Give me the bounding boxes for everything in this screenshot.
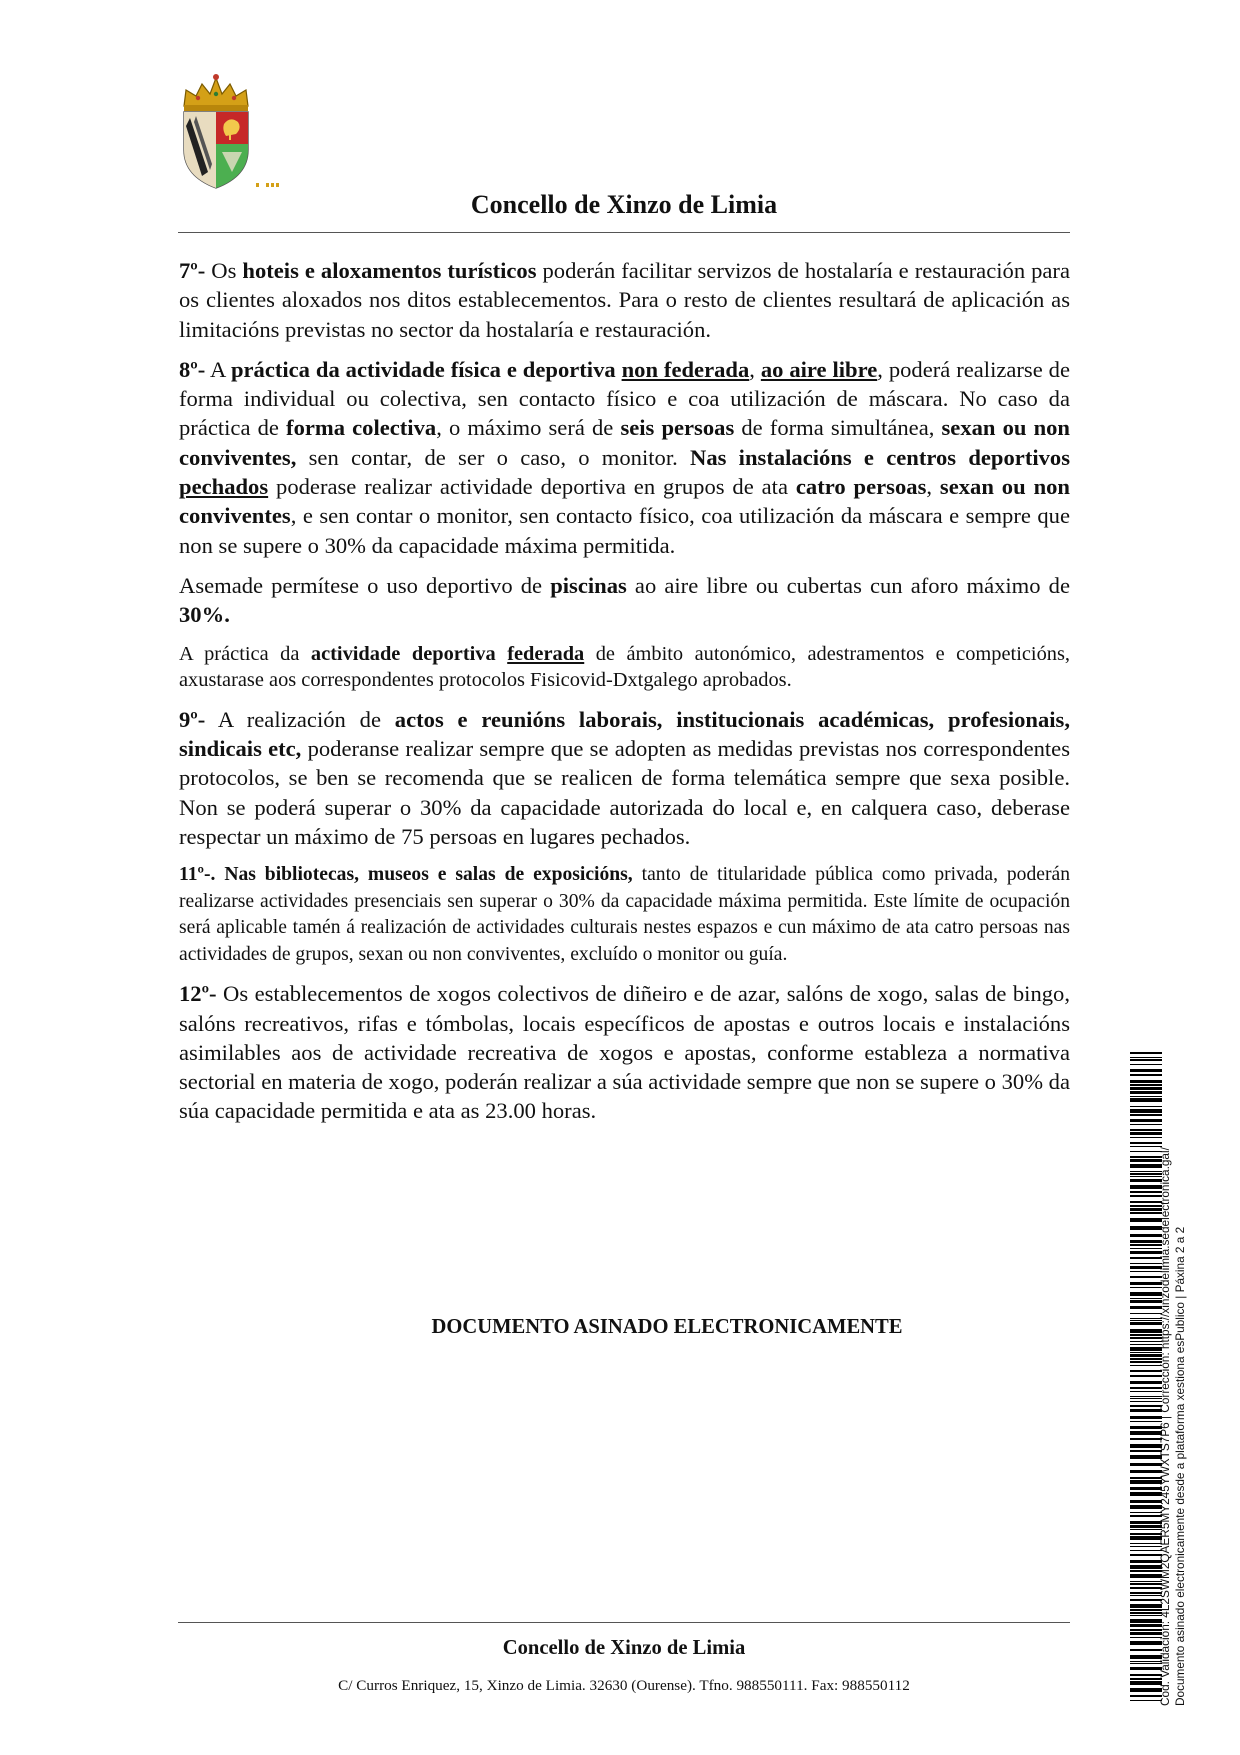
paragraph-7: 7º- Os hoteis e aloxamentos turísticos poderán facilitar servizos de hostalaría e restauración para os clientes aloxados nos ditos establecementos. Para o resto de clientes resultará de aplicación as limitacións previstas no sector da hostalaría e restauración. xyxy=(179,258,1070,342)
paragraph-federated: A práctica da actividade deportiva federada de ámbito autonómico, adestramentos e competicións, axustarase aos correspondentes protocolos Fisicovid-Dxtgalego aprobados. xyxy=(179,642,1071,692)
header-divider xyxy=(178,232,1070,233)
footer-address: C/ Curros Enriquez, 15, Xinzo de Limia. 32630 (Ourense). Tfno. 988550111. Fax: 988550112 xyxy=(338,1677,910,1694)
document-body xyxy=(179,256,1070,1137)
paragraph-8: 8º- A práctica da actividade física e deportiva non federada, ao aire libre, poderá realizarse de forma individual ou colectiva, sen contacto físico e coa utilización de máscara. No caso da práctica de forma colectiva, o máximo será de seis persoas de forma simultánea, sexan ou non conviventes, sen contar, de ser o caso, o monitor. Nas instalacións e centros deportivos pechados poderase realizar actividade deportiva en grupos de ata catro persoas, sexan ou non conviventes, e sen contar o monitor, sen contacto físico, coa utilización da máscara e sempre que non se supere o 30% da capacidade máxima permitida. xyxy=(179,356,1071,558)
footer-title: Concello de Xinzo de Limia xyxy=(502,1637,746,1659)
validation-code-line: Cod. Validación: 4L2SWM2QAER5MY245YWXTS7P6 | Corrección: https://xinzodelimia.sedelectronica.gal/ xyxy=(1158,1147,1172,1706)
paragraph-9: 9º- A realización de actos e reunións laborais, institucionais académicas, profesionais, sindicais etc, poderanse realizar sempre que se adopten as medidas previstas nos correspondentes protocolos, se ben se recomenda que se realicen de forma telemática sempre que sexa posible. Non se poderá superar o 30% da capacidade autorizada do local e, en calquera caso, deberase respectar un máximo de 75 persoas en lugares pechados. xyxy=(179,706,1070,849)
header-title: Concello de Xinzo de Limia xyxy=(470,190,778,219)
validation-platform-line: Documento asinado electronicamente desde a plataforma xestiona esPublico | Páxina 2 a 2 xyxy=(1173,1226,1187,1706)
coat-of-arms-logo xyxy=(176,72,256,192)
signature-note: DOCUMENTO ASINADO ELECTRONICAMENTE xyxy=(431,1316,903,1338)
footer-divider xyxy=(178,1622,1070,1623)
paragraph-pools: Asemade permítese o uso deportivo de piscinas ao aire libre ou cubertas cun aforo máximo de 30%. xyxy=(179,572,1070,628)
logo-ornament xyxy=(256,180,286,188)
paragraph-11: 11º-. Nas bibliotecas, museos e salas de exposicións, tanto de titularidade pública como privada, poderán realizarse actividades presenciais sen superar o 30% da capacidade máxima permitida. Este límite de ocupación será aplicable tamén á realización de actividades culturais nestes espazos e cun máximo de ata catro persoas nas actividades de grupos, sexan ou non conviventes, excluído o monitor ou guía. xyxy=(179,864,1070,965)
paragraph-12: 12º- Os establecementos de xogos colectivos de diñeiro e de azar, salóns de xogo, salas de bingo, salóns recreativos, rifas e tómbolas, locais específicos de apostas e outros locais e instalacións asimilables aos de actividade recreativa de xogos e apostas, conforme estableza a normativa sectorial en materia de xogo, poderán realizar a súa actividade sempre que non se supere o 30% da súa capacidade permitida e ata as 23.00 horas. xyxy=(179,981,1070,1124)
